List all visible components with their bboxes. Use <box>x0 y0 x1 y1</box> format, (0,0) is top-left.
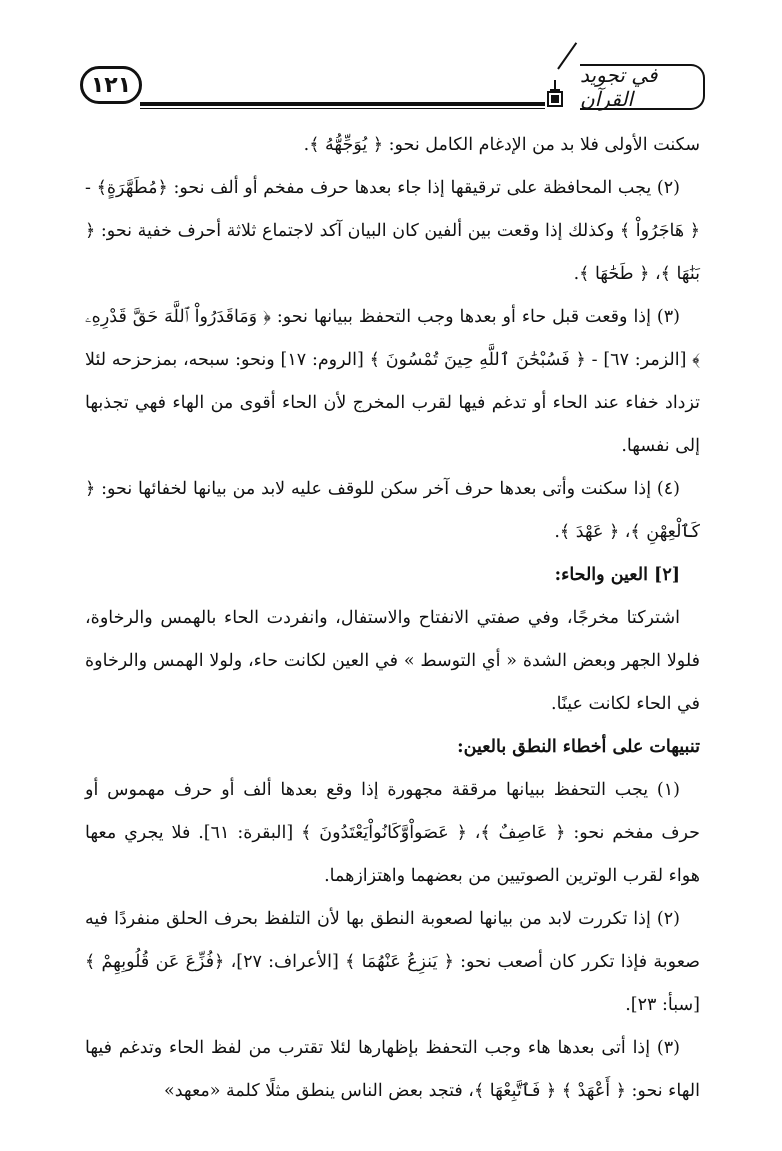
book-title: في تجويد القرآن <box>580 64 705 110</box>
header-rule <box>140 102 545 106</box>
paragraph: (٣) إذا وقعت قبل حاء أو بعدها وجب التحفظ ببيانها نحو: ﴿ وَمَاقَدَرُواْ ٱللَّهَ حَقَّ قَدْرِهِۦ ﴾ [الزمر: ٦٧] - ﴿ فَسُبْحَٰنَ ٱللَّهِ حِينَ تُمْسُونَ ﴾ [الروم: ١٧] ونحو: سبحه، بمزحزحه لئلا تزداد خفاء عند الحاء أو تدغم فيها لقرب المخرج لأن الحاء أقوى من الهاء فهي تجذبها إلى نفسها. <box>85 307 700 456</box>
section-heading: [٢] العين والحاء: <box>554 565 680 585</box>
paragraph: سكنت الأولى فلا بد من الإدغام الكامل نحو: ﴿ يُوَجِّهُّهُ ﴾. <box>303 135 700 155</box>
header-rule-thin <box>140 108 545 109</box>
lamp-icon <box>544 78 566 108</box>
paragraph: (٤) إذا سكنت وأتى بعدها حرف آخر سكن للوقف عليه لابد من بيانها لخفائها نحو: ﴿ كَٱلْعِهْنِ ﴾، ﴿ عَهْدَ ﴾. <box>85 479 700 542</box>
subheading: تنبيهات على أخطاء النطق بالعين: <box>457 737 700 757</box>
paragraph: (٢) يجب المحافظة على ترقيقها إذا جاء بعدها حرف مفخم أو ألف نحو: ﴿مُطَهَّرَةٍ﴾ - ﴿ هَاجَرُواْ ﴾ وكذلك إذا وقعت بين ألفين كان البيان آكد لاجتماع ثلاثة أحرف خفية نحو: ﴿ بَنَٰهَا ﴾، ﴿ طَحَٰهَا ﴾. <box>85 178 700 284</box>
header-slash <box>557 42 577 69</box>
page-body <box>85 124 700 1113</box>
paragraph: اشتركتا مخرجًا، وفي صفتي الانفتاح والاستفال، وانفردت الحاء بالهمس والرخاوة، فلولا الجهر وبعض الشدة « أي التوسط » في العين لكانت حاء، ولولا الهمس والرخاوة في الحاء لكانت عينًا. <box>85 608 700 714</box>
note-item: (١) يجب التحفظ ببيانها مرققة مجهورة إذا وقع بعدها ألف أو حرف مهموس أو حرف مفخم نحو: ﴿ عَاصِفٌ ﴾، ﴿ عَصَواْوَّكَانُواْيَعْتَدُونَ ﴾ [البقرة: ٦١]. فلا يجري معها هواء لقرب الوترين الصوتيين من بعضهما واهتزازهما. <box>85 780 700 886</box>
note-item: (٢) إذا تكررت لابد من بيانها لصعوبة النطق بها لأن التلفظ بحرف الحلق منفردًا فيه صعوبة فإذا تكرر كان أصعب نحو: ﴿ يَنزِعُ عَنْهُمَا ﴾ [الأعراف: ٢٧]، ﴿فُزِّعَ عَن قُلُوبِهِمْ ﴾ [سبأ: ٢٣]. <box>85 909 700 1015</box>
page-header <box>80 60 705 122</box>
note-item: (٣) إذا أتى بعدها هاء وجب التحفظ بإظهارها لئلا تقترب من لفظ الحاء وتدغم فيها الهاء نحو: ﴿ أَعْهَدْ ﴾ ﴿ فَٱتَّبِعْهَا ﴾، فتجد بعض الناس ينطق مثلًا كلمة «معهد» <box>85 1038 700 1101</box>
page-number: ١٢١ <box>80 66 142 104</box>
